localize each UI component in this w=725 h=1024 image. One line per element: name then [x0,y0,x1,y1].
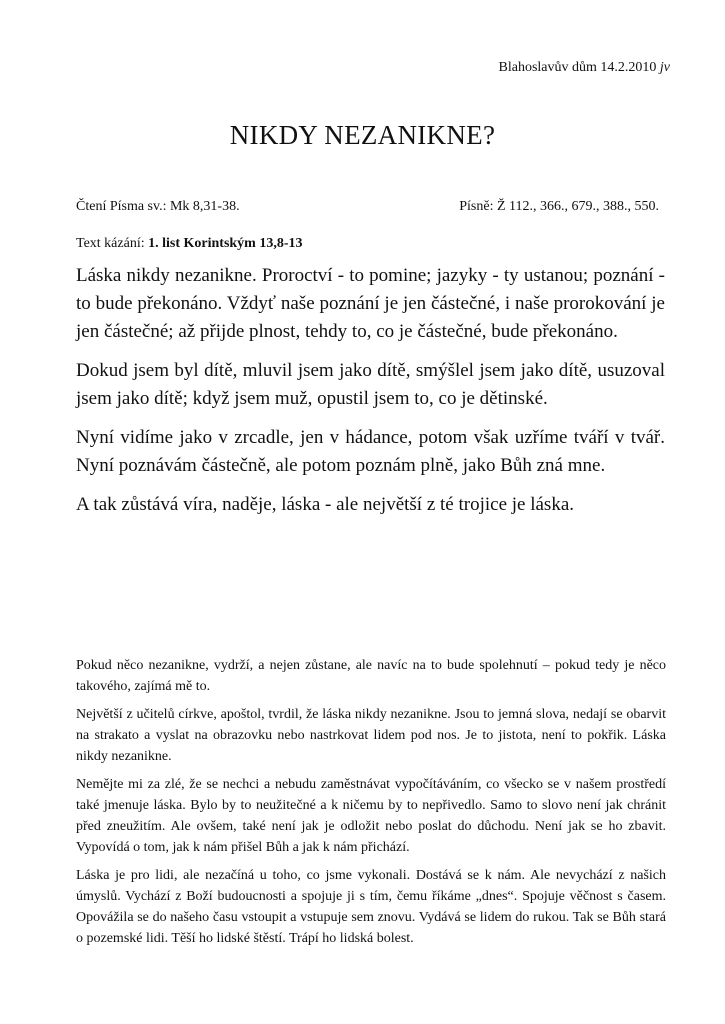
scripture-paragraph: Láska nikdy nezanikne. Proroctví - to pomine; jazyky - ty ustanou; poznání - to bude překonáno. Vždyť naše poznání je jen částečné, i naše prorokování je jen částečné; až přijde plnost, tehdy to, co je částečné, bude překonáno. [76,265,665,342]
songs-list: Písně: Ž 112., 366., 679., 388., 550. [459,199,659,214]
body-paragraph: Nemějte mi za zlé, že se nechci a nebudu zaměstnávat vypočítáváním, co všecko se v našem prostředí také jmenuje láska. Bylo by to neužitečné a k ničemu by to nepřivedlo. Samo to slovo není jak chránit před zneužitím. Ale ovšem, také není jak je odložit nebo poslat do důchodu. Není jak se ho zbavit. Vypovídá o tom, jak k nám přišel Bůh a jak k nám přichází. [76,777,666,855]
body-paragraph: Láska je pro lidi, ale nezačíná u toho, co jsme vykonali. Dostává se k nám. Ale nevychází z našich úmyslů. Vychází z Boží budoucnosti a spojuje ji s tím, čemu říkáme „dnes“. Spojuje věčnost s časem. Opovážila se do našeho času vstoupit a vstupuje sem znovu. Vydává se lidem do rukou. Tak se Bůh stará o pozemské lidi. Těší ho lidské štěstí. Trápí ho lidská bolest. [76,868,666,946]
sermon-text-reference: 1. list Korintským 13,8-13 [148,236,303,251]
scripture-reading: Čtení Písma sv.: Mk 8,31-38. [76,199,240,214]
scripture-paragraph: Dokud jsem byl dítě, mluvil jsem jako dítě, smýšlel jsem jako dítě, usuzoval jsem jako dítě; když jsem muž, opustil jsem to, co je dětinské. [76,360,665,409]
scripture-passage [76,262,665,530]
author-initials: jv [659,60,670,75]
sermon-text-label: Text kázání: [76,236,149,251]
scripture-paragraph: Nyní vidíme jako v zrcadle, jen v hádance, potom však uzříme tváří v tvář. Nyní poznávám částečně, ale potom poznám plně, jako Bůh zná mne. [76,427,665,476]
sermon-text-line [76,236,303,252]
sermon-body [76,655,666,956]
body-paragraph: Pokud něco nezanikne, vydrží, a nejen zůstane, ale navíc na to bude spolehnutí – pokud tedy je něco takového, zajímá mě to. [76,658,666,694]
header-location-date [499,60,671,76]
location-date: Blahoslavův dům 14.2.2010 [498,60,657,75]
scripture-paragraph: A tak zůstává víra, naděje, láska - ale největší z té trojice je láska. [76,494,575,515]
body-paragraph: Největší z učitelů církve, apoštol, tvrdil, že láska nikdy nezanikne. Jsou to jemná slova, nedají se obarvit na strakato a vyslat na obrazovku nebo nastrkovat lidem pod nos. Je to jistota, není to pokřik. Láska nikdy nezanikne. [76,707,666,764]
sermon-title: NIKDY NEZANIKNE? [229,120,496,150]
